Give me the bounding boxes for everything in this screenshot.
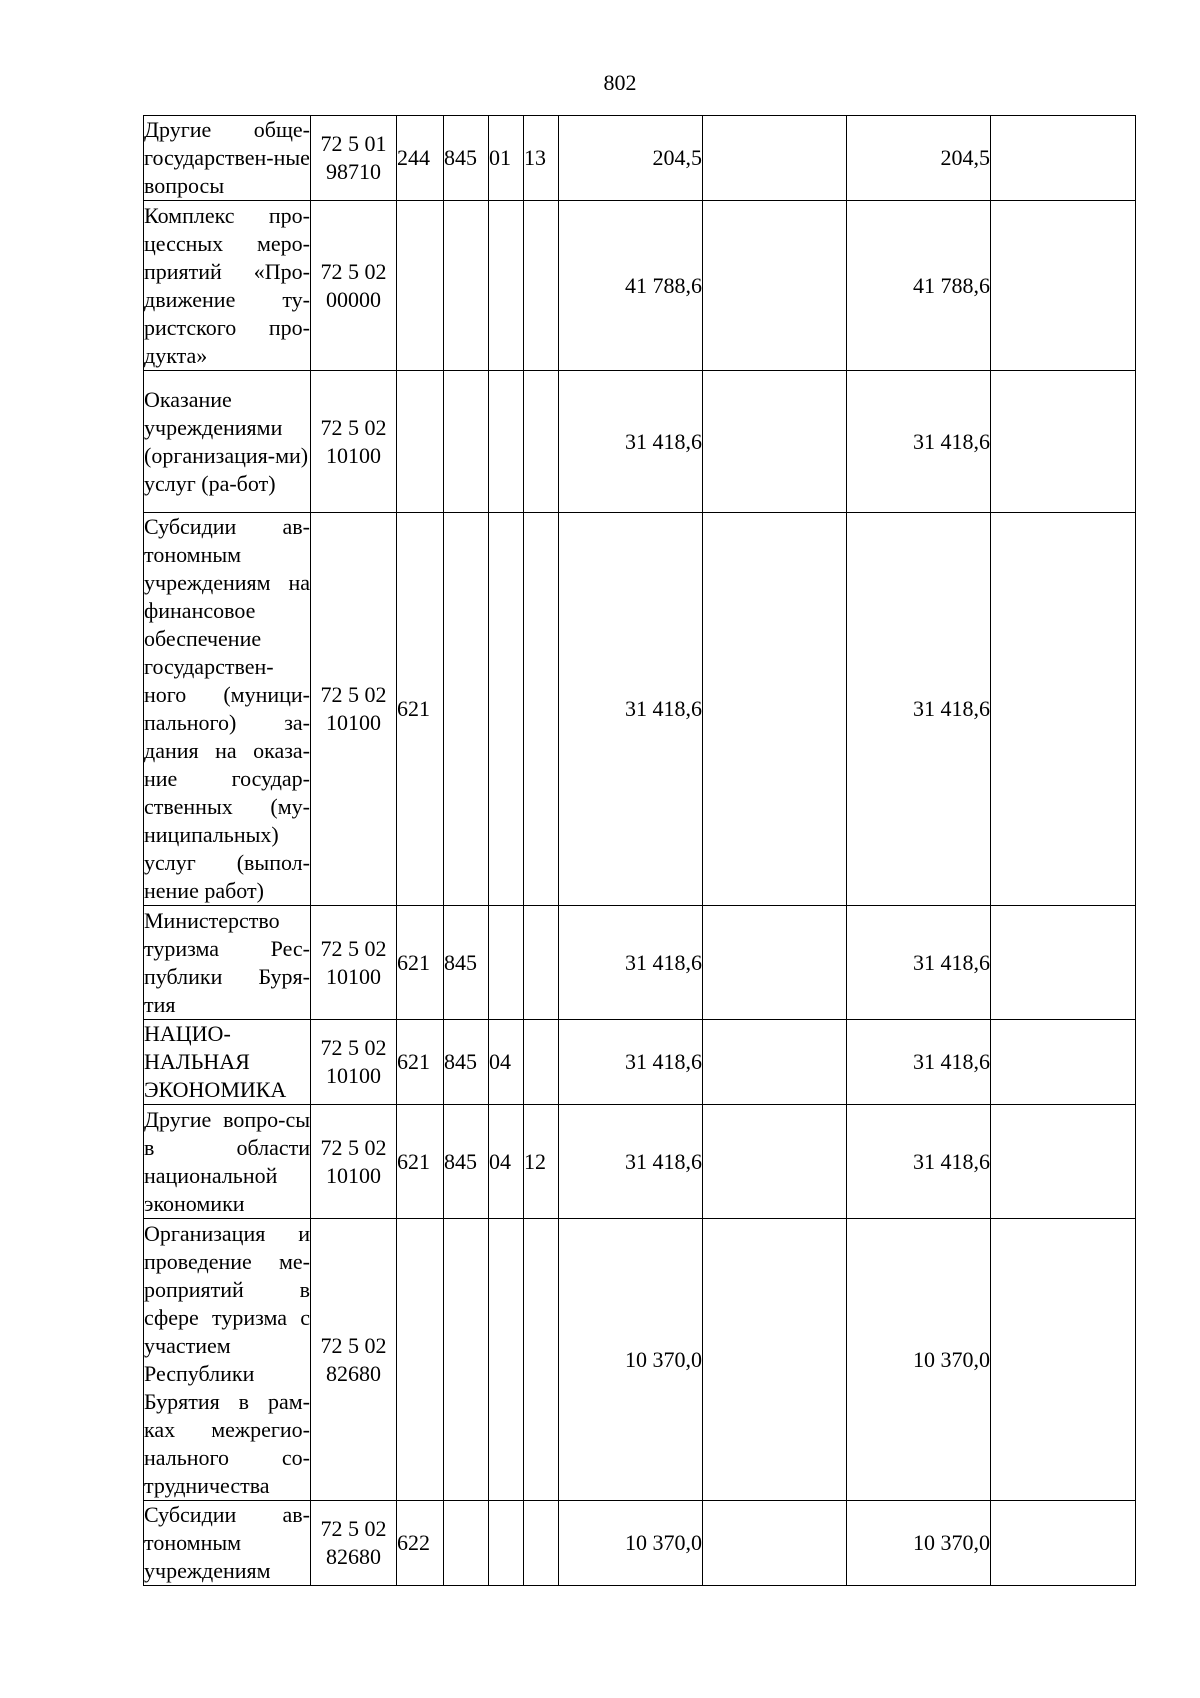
amount-federal-cell xyxy=(703,513,847,906)
expense-type-cell xyxy=(397,201,444,371)
amount-regional-cell: 31 418,6 xyxy=(847,371,991,513)
table-row xyxy=(144,1219,1136,1501)
expense-type-cell: 622 xyxy=(397,1501,444,1586)
ministry-code-cell: 845 xyxy=(444,1020,489,1105)
amount-total-cell: 31 418,6 xyxy=(559,371,703,513)
amount-total-cell: 41 788,6 xyxy=(559,201,703,371)
amount-total-cell: 10 370,0 xyxy=(559,1501,703,1586)
amount-other-cell xyxy=(991,1501,1136,1586)
expense-type-cell xyxy=(397,371,444,513)
expense-type-cell: 621 xyxy=(397,906,444,1020)
amount-federal-cell xyxy=(703,1105,847,1219)
amount-total-cell: 204,5 xyxy=(559,116,703,201)
section-code-cell: 04 xyxy=(489,1020,524,1105)
table-row xyxy=(144,371,1136,513)
ministry-code-cell xyxy=(444,513,489,906)
amount-other-cell xyxy=(991,371,1136,513)
subsection-code-cell xyxy=(524,1219,559,1501)
budget-table xyxy=(143,115,1136,1586)
subsection-code-cell xyxy=(524,1501,559,1586)
section-code-cell xyxy=(489,906,524,1020)
amount-federal-cell xyxy=(703,116,847,201)
row-name-cell: Организация и проведение ме-роприятий в сфере туризма с участием Республики Бурятия в рам-ках межрегио-нального со-трудничества xyxy=(144,1219,311,1501)
ministry-code-cell: 845 xyxy=(444,116,489,201)
amount-other-cell xyxy=(991,906,1136,1020)
amount-federal-cell xyxy=(703,371,847,513)
row-name-cell: Субсидии ав-тономным учреждениям на финансовое обеспечение государствен-ного (муници-пального) за-дания на оказа-ние государ-ственных (му-ниципальных) услуг (выпол-нение работ) xyxy=(144,513,311,906)
amount-other-cell xyxy=(991,1219,1136,1501)
section-code-cell: 04 xyxy=(489,1105,524,1219)
target-code-cell: 72 5 02 10100 xyxy=(311,513,397,906)
row-name-cell: Другие вопро-сы в области национальной экономики xyxy=(144,1105,311,1219)
amount-total-cell: 31 418,6 xyxy=(559,513,703,906)
amount-total-cell: 10 370,0 xyxy=(559,1219,703,1501)
target-code-cell: 72 5 02 10100 xyxy=(311,1105,397,1219)
section-code-cell xyxy=(489,371,524,513)
ministry-code-cell xyxy=(444,371,489,513)
amount-total-cell: 31 418,6 xyxy=(559,1105,703,1219)
target-code-cell: 72 5 02 10100 xyxy=(311,371,397,513)
table-row xyxy=(144,1501,1136,1586)
section-code-cell xyxy=(489,201,524,371)
amount-regional-cell: 41 788,6 xyxy=(847,201,991,371)
subsection-code-cell xyxy=(524,1020,559,1105)
row-name-cell: Другие обще-государствен-ные вопросы xyxy=(144,116,311,201)
section-code-cell xyxy=(489,1219,524,1501)
table-row xyxy=(144,513,1136,906)
amount-federal-cell xyxy=(703,1501,847,1586)
expense-type-cell: 244 xyxy=(397,116,444,201)
amount-federal-cell xyxy=(703,201,847,371)
page-number: 802 xyxy=(603,70,637,95)
amount-other-cell xyxy=(991,513,1136,906)
amount-regional-cell: 10 370,0 xyxy=(847,1219,991,1501)
amount-other-cell xyxy=(991,1020,1136,1105)
amount-regional-cell: 10 370,0 xyxy=(847,1501,991,1586)
row-name-cell: НАЦИО-НАЛЬНАЯ ЭКОНОМИКА xyxy=(144,1020,311,1105)
subsection-code-cell xyxy=(524,906,559,1020)
section-code-cell: 01 xyxy=(489,116,524,201)
ministry-code-cell: 845 xyxy=(444,1105,489,1219)
expense-type-cell: 621 xyxy=(397,1105,444,1219)
expense-type-cell: 621 xyxy=(397,1020,444,1105)
target-code-cell: 72 5 02 00000 xyxy=(311,201,397,371)
target-code-cell: 72 5 02 10100 xyxy=(311,906,397,1020)
ministry-code-cell xyxy=(444,1501,489,1586)
amount-federal-cell xyxy=(703,1020,847,1105)
amount-federal-cell xyxy=(703,1219,847,1501)
table-row xyxy=(144,1105,1136,1219)
amount-regional-cell: 31 418,6 xyxy=(847,906,991,1020)
amount-total-cell: 31 418,6 xyxy=(559,906,703,1020)
amount-other-cell xyxy=(991,116,1136,201)
amount-other-cell xyxy=(991,1105,1136,1219)
row-name-cell: Оказание учреждениями (организация-ми) услуг (ра-бот) xyxy=(144,371,311,513)
row-name-cell: Субсидии ав-тономным учреждениям xyxy=(144,1501,311,1586)
subsection-code-cell xyxy=(524,371,559,513)
amount-regional-cell: 31 418,6 xyxy=(847,1020,991,1105)
amount-regional-cell: 204,5 xyxy=(847,116,991,201)
amount-regional-cell: 31 418,6 xyxy=(847,513,991,906)
target-code-cell: 72 5 02 82680 xyxy=(311,1501,397,1586)
table-row xyxy=(144,1020,1136,1105)
subsection-code-cell xyxy=(524,513,559,906)
target-code-cell: 72 5 02 10100 xyxy=(311,1020,397,1105)
amount-federal-cell xyxy=(703,906,847,1020)
row-name-cell: Министерство туризма Рес-публики Буря-тия xyxy=(144,906,311,1020)
subsection-code-cell: 13 xyxy=(524,116,559,201)
amount-regional-cell: 31 418,6 xyxy=(847,1105,991,1219)
table-row xyxy=(144,116,1136,201)
section-code-cell xyxy=(489,513,524,906)
ministry-code-cell: 845 xyxy=(444,906,489,1020)
section-code-cell xyxy=(489,1501,524,1586)
target-code-cell: 72 5 02 82680 xyxy=(311,1219,397,1501)
target-code-cell: 72 5 01 98710 xyxy=(311,116,397,201)
subsection-code-cell: 12 xyxy=(524,1105,559,1219)
amount-other-cell xyxy=(991,201,1136,371)
expense-type-cell xyxy=(397,1219,444,1501)
table-row xyxy=(144,201,1136,371)
expense-type-cell: 621 xyxy=(397,513,444,906)
table-row xyxy=(144,906,1136,1020)
row-name-cell: Комплекс про-цессных меро-приятий «Про-движение ту-ристского про-дукта» xyxy=(144,201,311,371)
ministry-code-cell xyxy=(444,1219,489,1501)
amount-total-cell: 31 418,6 xyxy=(559,1020,703,1105)
subsection-code-cell xyxy=(524,201,559,371)
ministry-code-cell xyxy=(444,201,489,371)
